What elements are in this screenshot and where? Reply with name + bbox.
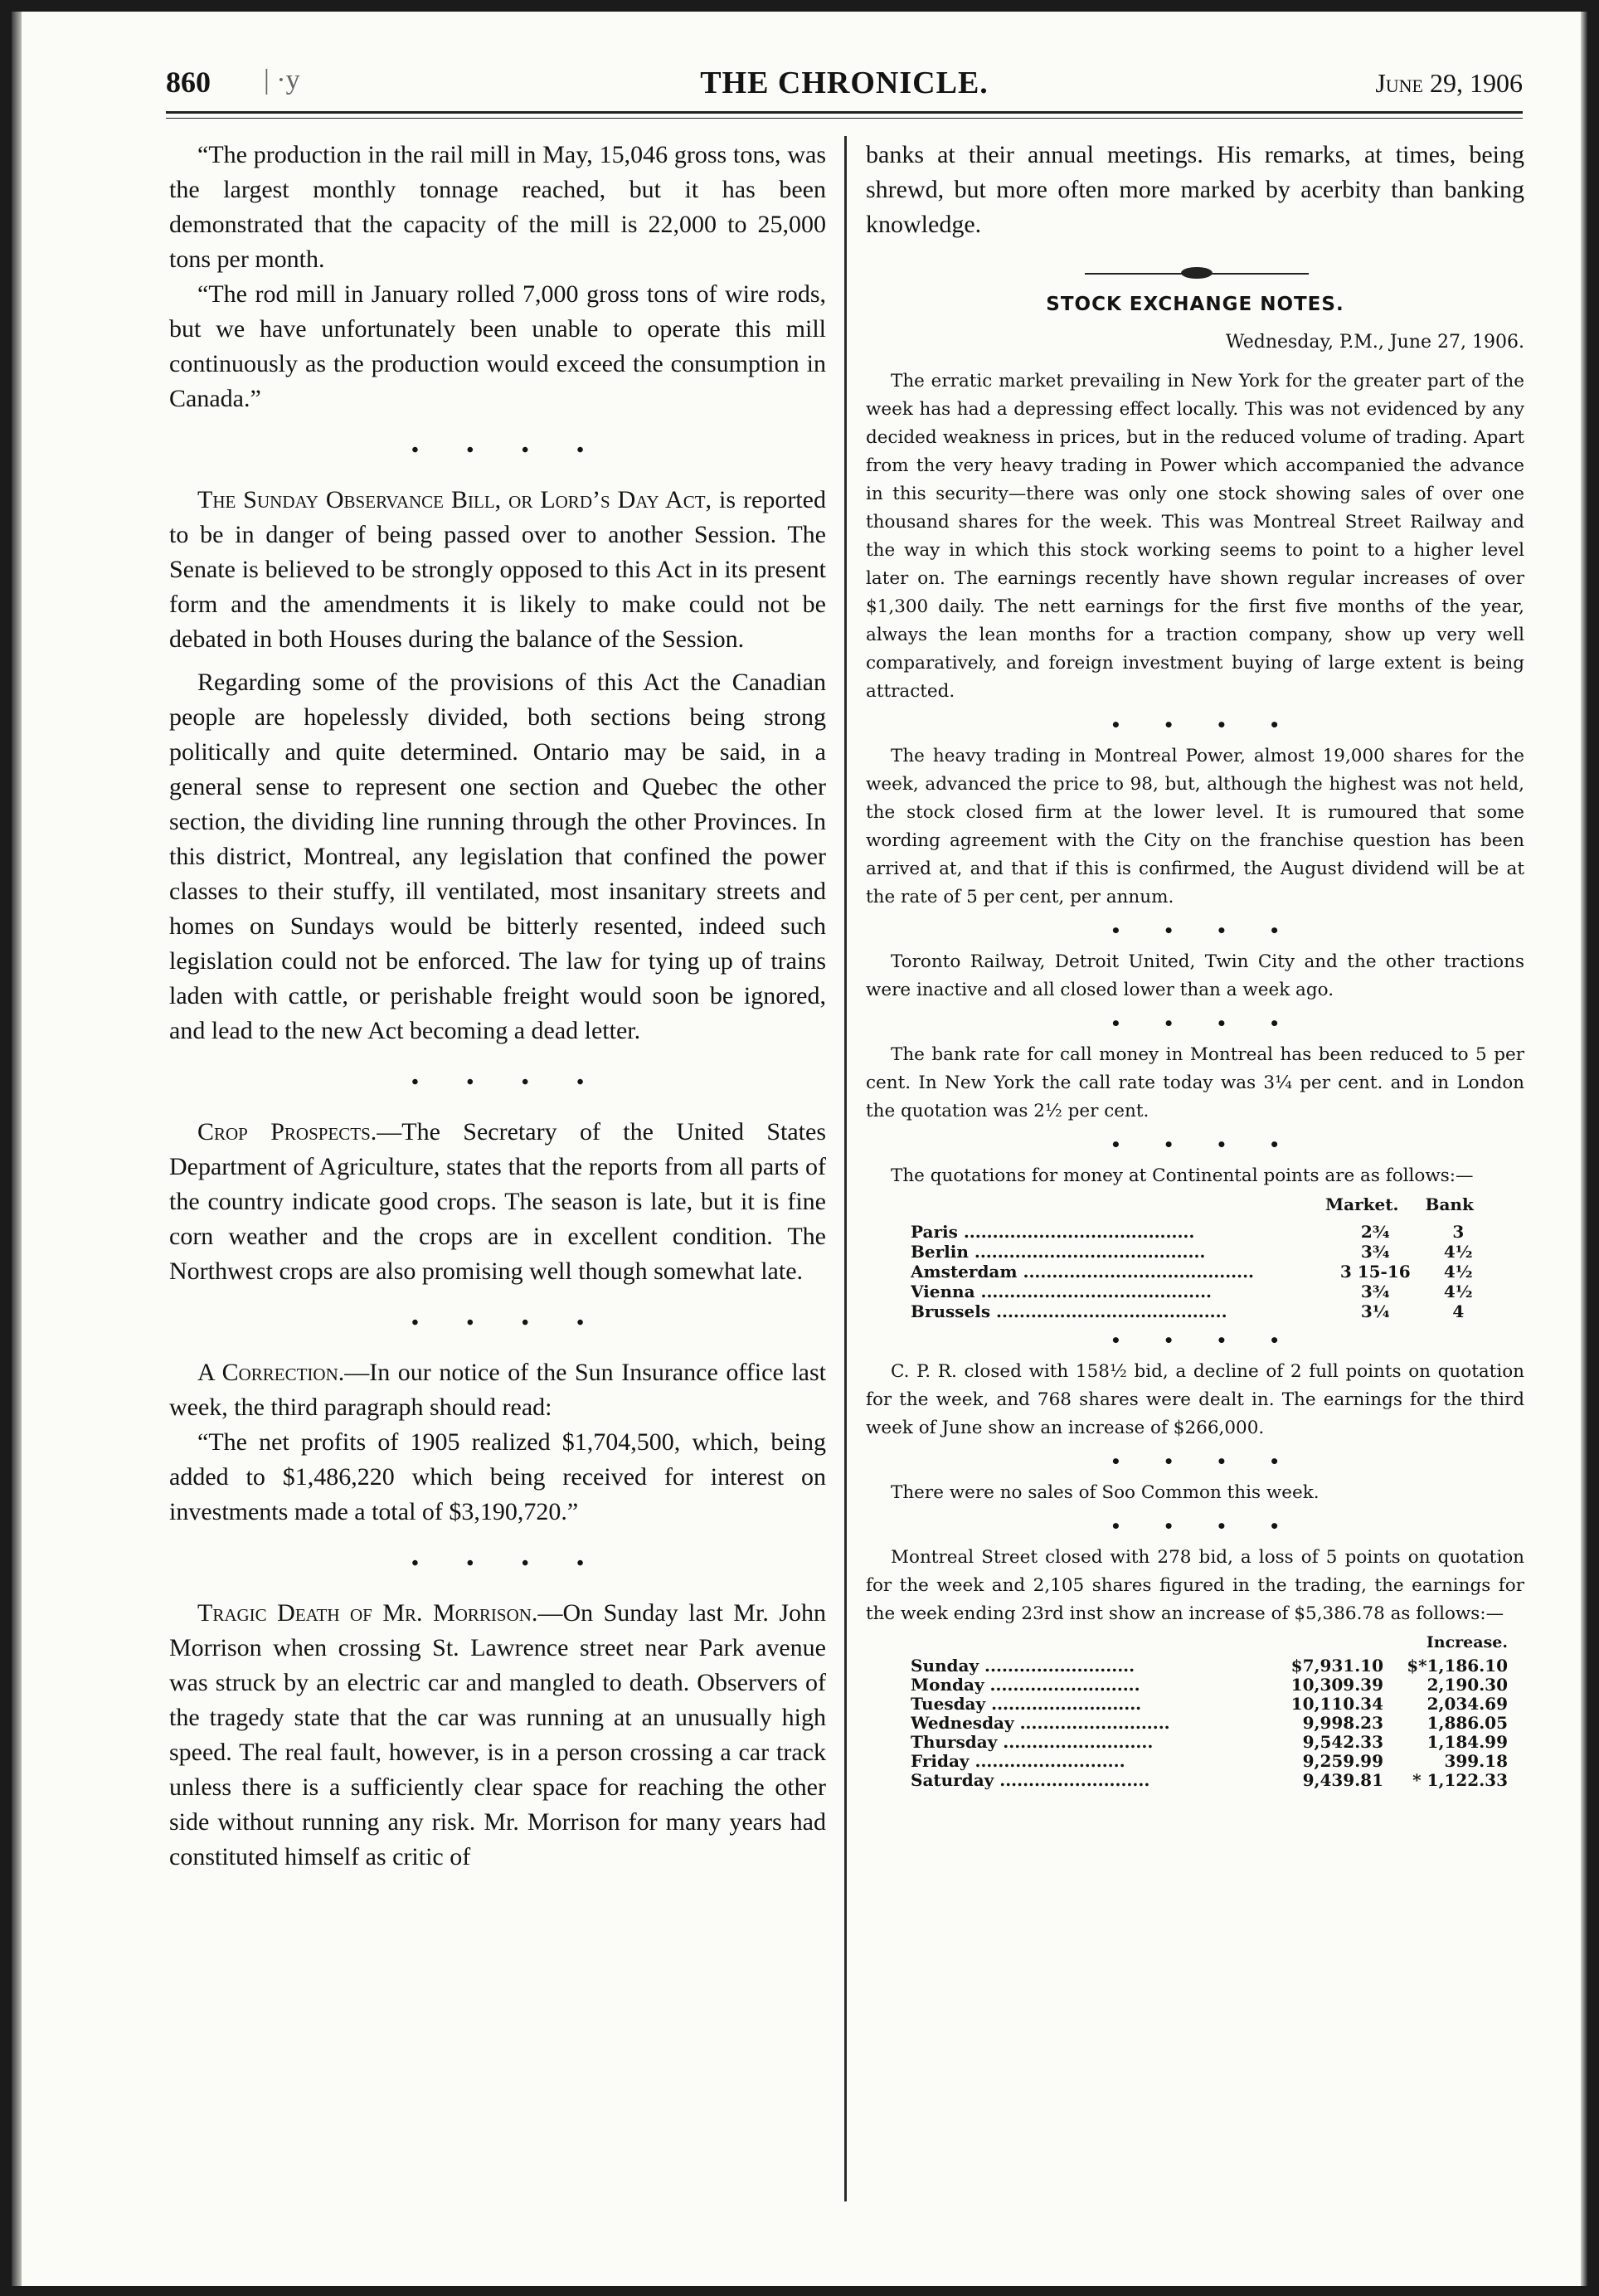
amount-cell: 10,110.34 xyxy=(1290,1694,1383,1714)
header-rule xyxy=(166,111,1523,114)
market-cell: 3¾ xyxy=(1360,1242,1390,1262)
article-crop-prospects xyxy=(169,1115,826,1289)
amount-cell: 9,998.23 xyxy=(1302,1713,1383,1733)
table-row xyxy=(911,1222,1491,1242)
increase-cell: $*1,186.10 xyxy=(1407,1656,1508,1676)
increase-cell: 399.18 xyxy=(1444,1751,1508,1771)
separator-dots: • • • • xyxy=(1110,1014,1299,1034)
margin-mark: | ·y xyxy=(264,65,300,95)
ornament-diamond xyxy=(1181,267,1213,279)
table-row xyxy=(911,1733,1524,1752)
paragraph: C. P. R. closed with 158½ bid, a decline of 2 full points on quotation for the week, and 768 shares were dealt in. The earnings for the third week of June show an increase of $266,000. xyxy=(866,1361,1524,1438)
ornament-rule xyxy=(866,264,1524,284)
amount-cell: 9,542.33 xyxy=(1302,1732,1383,1752)
column-header xyxy=(1259,1628,1383,1656)
amount-cell: 9,439.81 xyxy=(1302,1770,1383,1790)
article-body: —The Secretary of the United States Department of Agriculture, states that the reports from all parts of the country indicate good crops. The season is late, but it is fine corn weather and the crops are in excellent condition. The Northwest crops are also promising well though somewhat late. xyxy=(169,1118,826,1285)
page-edge-shadow xyxy=(12,12,22,2286)
increase-cell: * 1,122.33 xyxy=(1412,1770,1508,1790)
day-cell: Wednesday .......................... xyxy=(911,1714,1170,1733)
earnings-table xyxy=(911,1628,1524,1790)
city-cell: Berlin ........................................ xyxy=(911,1242,1206,1262)
bank-cell: 3 xyxy=(1452,1222,1465,1242)
separator-dots: • • • • xyxy=(1110,715,1299,735)
article-heading: A Correction. xyxy=(197,1359,345,1386)
page-edge-shadow xyxy=(1581,12,1587,2286)
paragraph: Regarding some of the provisions of this Act the Canadian people are hopelessly divided, both sections being strong politically and quite determined. Ontario may be said, in a general sense to represent one section and Quebec the other section, the dividing line running through the other Provinces. In this district, Montreal, any legislation that confined the power classes to their stuffy, ill ventilated, most insanitary streets and homes on Sundays would be bitterly resented, indeed such legislation could not be enforced. The law for tying up of trains laden with cattle, or perishable freight would soon be ignored, and lead to the new Act becoming a dead letter. xyxy=(169,669,826,1044)
increase-cell: 1,886.05 xyxy=(1426,1713,1508,1733)
bank-cell: 4 xyxy=(1452,1301,1465,1321)
article-body: is reported to be in danger of being passed over to another Session. The Senate is believed to be strongly opposed to this Act in its present form and the amendments it is likely to make could not be debated in both Houses during the balance of the Session. xyxy=(169,486,826,653)
day-cell: Thursday .......................... xyxy=(911,1733,1154,1752)
paragraph: The bank rate for call money in Montreal has been reduced to 5 per cent. In New York the call rate today was 3¼ per cent. and in London the quotation was 2½ per cent. xyxy=(866,1044,1524,1121)
issue-date: June 29, 1906 xyxy=(1375,68,1523,98)
bank-cell: 4½ xyxy=(1443,1242,1473,1262)
increase-cell: 2,034.69 xyxy=(1426,1694,1508,1714)
right-column xyxy=(866,138,1524,1790)
paragraph: “The production in the rail mill in May, 15,046 gross tons, was the largest monthly tonnage reached, but it has been demonstrated that the capacity of the mill is 22,000 to 25,000 tons per month. xyxy=(169,141,826,273)
separator-dots: • • • • xyxy=(411,440,605,461)
article-body: —In our notice of the Sun Insurance office last week, the third paragraph should read: xyxy=(169,1359,826,1421)
city-cell: Vienna ........................................ xyxy=(911,1282,1213,1301)
bank-cell: 4½ xyxy=(1443,1282,1473,1301)
bank-cell: 4½ xyxy=(1443,1262,1473,1282)
paragraph: The heavy trading in Montreal Power, almost 19,000 shares for the week, advanced the price to 98, but, although the highest was not held, the stock closed firm at the lower level. It is rumoured that some wording agreement with the City on the franchise question has been arrived at, and that if this is confirmed, the August dividend will be at the rate of 5 per cent, per annum. xyxy=(866,746,1524,907)
page-header xyxy=(166,65,1523,123)
paragraph: banks at their annual meetings. His remarks, at times, being shrewd, but more often more marked by acerbity than banking knowledge. xyxy=(866,141,1524,238)
column-header xyxy=(911,1628,1259,1656)
market-cell: 3¾ xyxy=(1360,1282,1390,1301)
masthead-title: THE CHRONICLE. xyxy=(700,66,989,100)
city-cell: Amsterdam ........................................ xyxy=(911,1262,1255,1282)
separator-dots: • • • • xyxy=(1110,921,1299,941)
column-header: Market. xyxy=(1325,1194,1399,1214)
column-header: Increase. xyxy=(1426,1633,1508,1651)
article-body: —On Sunday last Mr. John Morrison when crossing St. Lawrence street near Park avenue was struck by an electric car and mangled to death. Observers of the tragedy state that the car was running at an unusually high speed. The real fault, however, is in a person crossing a car track unless there is a sufficiently clear space for reaching the other side without running any risk. Mr. Morrison for many years had constituted himself as critic of xyxy=(169,1599,827,1870)
paragraph: There were no sales of Soo Common this week. xyxy=(891,1482,1320,1503)
article-tragic-death xyxy=(169,1596,826,1875)
increase-cell: 2,190.30 xyxy=(1426,1675,1508,1695)
paragraph: Montreal Street closed with 278 bid, a loss of 5 points on quotation for the week and 2,105 shares figured in the trading, the earnings for the week ending 23rd inst show an increase of $5,386.78 as follows:— xyxy=(866,1547,1524,1624)
column-header: Bank xyxy=(1425,1194,1474,1214)
day-cell: Monday .......................... xyxy=(911,1676,1140,1695)
article-heading: Crop Prospects. xyxy=(197,1118,377,1146)
table-row xyxy=(911,1714,1524,1733)
table-row xyxy=(911,1282,1491,1301)
table-row xyxy=(911,1301,1491,1321)
separator-dots: • • • • xyxy=(1110,1516,1299,1536)
table-row xyxy=(911,1752,1524,1771)
article-correction xyxy=(169,1355,826,1425)
separator-dots: • • • • xyxy=(1110,1330,1299,1350)
city-cell: Paris ........................................ xyxy=(911,1222,1195,1242)
day-cell: Sunday .......................... xyxy=(911,1656,1135,1676)
paragraph: The quotations for money at Continental points are as follows:— xyxy=(891,1165,1474,1186)
market-cell: 2¾ xyxy=(1360,1222,1390,1242)
market-cell: 3 15-16 xyxy=(1339,1262,1411,1282)
day-cell: Saturday .......................... xyxy=(911,1771,1150,1790)
paragraph: Toronto Railway, Detroit United, Twin City and the other tractions were inactive and all closed lower than a week ago. xyxy=(866,951,1524,1000)
separator-dots: • • • • xyxy=(411,1072,605,1093)
section-title: STOCK EXCHANGE NOTES. xyxy=(1046,294,1344,315)
table-row xyxy=(911,1676,1524,1695)
article-heading: The Sunday Observance Bill, or Lord’s Day Act, xyxy=(197,486,712,513)
day-cell: Tuesday .......................... xyxy=(911,1695,1142,1714)
stock-notes xyxy=(866,367,1524,1790)
page-number: 860 xyxy=(166,66,211,99)
amount-cell: $7,931.10 xyxy=(1290,1656,1383,1676)
article-sunday-observance xyxy=(169,483,826,657)
article-heading: Tragic Death of Mr. Morrison. xyxy=(197,1599,538,1627)
money-quotations-table xyxy=(911,1190,1491,1321)
market-cell: 3¼ xyxy=(1360,1301,1390,1321)
quoted-paragraph: “The net profits of 1905 realized $1,704,500, which, being added to $1,486,220 which being received for interest on investments made a total of $3,190,720.” xyxy=(169,1428,826,1525)
table-row xyxy=(911,1262,1491,1282)
table-row xyxy=(911,1656,1524,1676)
dateline: Wednesday, P.M., June 27, 1906. xyxy=(1225,332,1524,353)
left-column xyxy=(169,138,826,1875)
paragraph: “The rod mill in January rolled 7,000 gross tons of wire rods, but we have unfortunately been unable to operate this mill continuously as the production would exceed the consumption in Canada.” xyxy=(169,280,826,412)
paragraph: The erratic market prevailing in New York for the greater part of the week has had a depressing effect locally. This was not evidenced by any decided weakness in prices, but in the reduced volume of trading. Apart from the very heavy trading in Power which accompanied the advance in this security—there was only one stock showing sales of over one thousand shares for the week. This was Montreal Street Railway and the way in which this stock working seems to point to a higher level later on. The earnings recently have shown regular increases of over $1,300 daily. The nett earnings for the first five months of the year, always the lean months for a traction company, show up very well comparatively, and foreign investment buying of large extent is being attracted. xyxy=(866,371,1524,702)
table-row xyxy=(911,1695,1524,1714)
amount-cell: 10,309.39 xyxy=(1290,1675,1383,1695)
amount-cell: 9,259.99 xyxy=(1302,1751,1383,1771)
separator-dots: • • • • xyxy=(1110,1452,1299,1471)
column-divider xyxy=(844,136,847,2201)
day-cell: Friday .......................... xyxy=(911,1752,1125,1771)
separator-dots: • • • • xyxy=(1110,1135,1299,1155)
increase-cell: 1,184.99 xyxy=(1426,1732,1508,1752)
header-rule xyxy=(166,118,1523,119)
separator-dots: • • • • xyxy=(411,1312,605,1334)
column-header xyxy=(911,1190,1325,1222)
table-row xyxy=(911,1242,1491,1262)
city-cell: Brussels ........................................ xyxy=(911,1301,1227,1321)
table-row xyxy=(911,1771,1524,1790)
newspaper-page xyxy=(12,12,1587,2286)
separator-dots: • • • • xyxy=(411,1553,605,1574)
